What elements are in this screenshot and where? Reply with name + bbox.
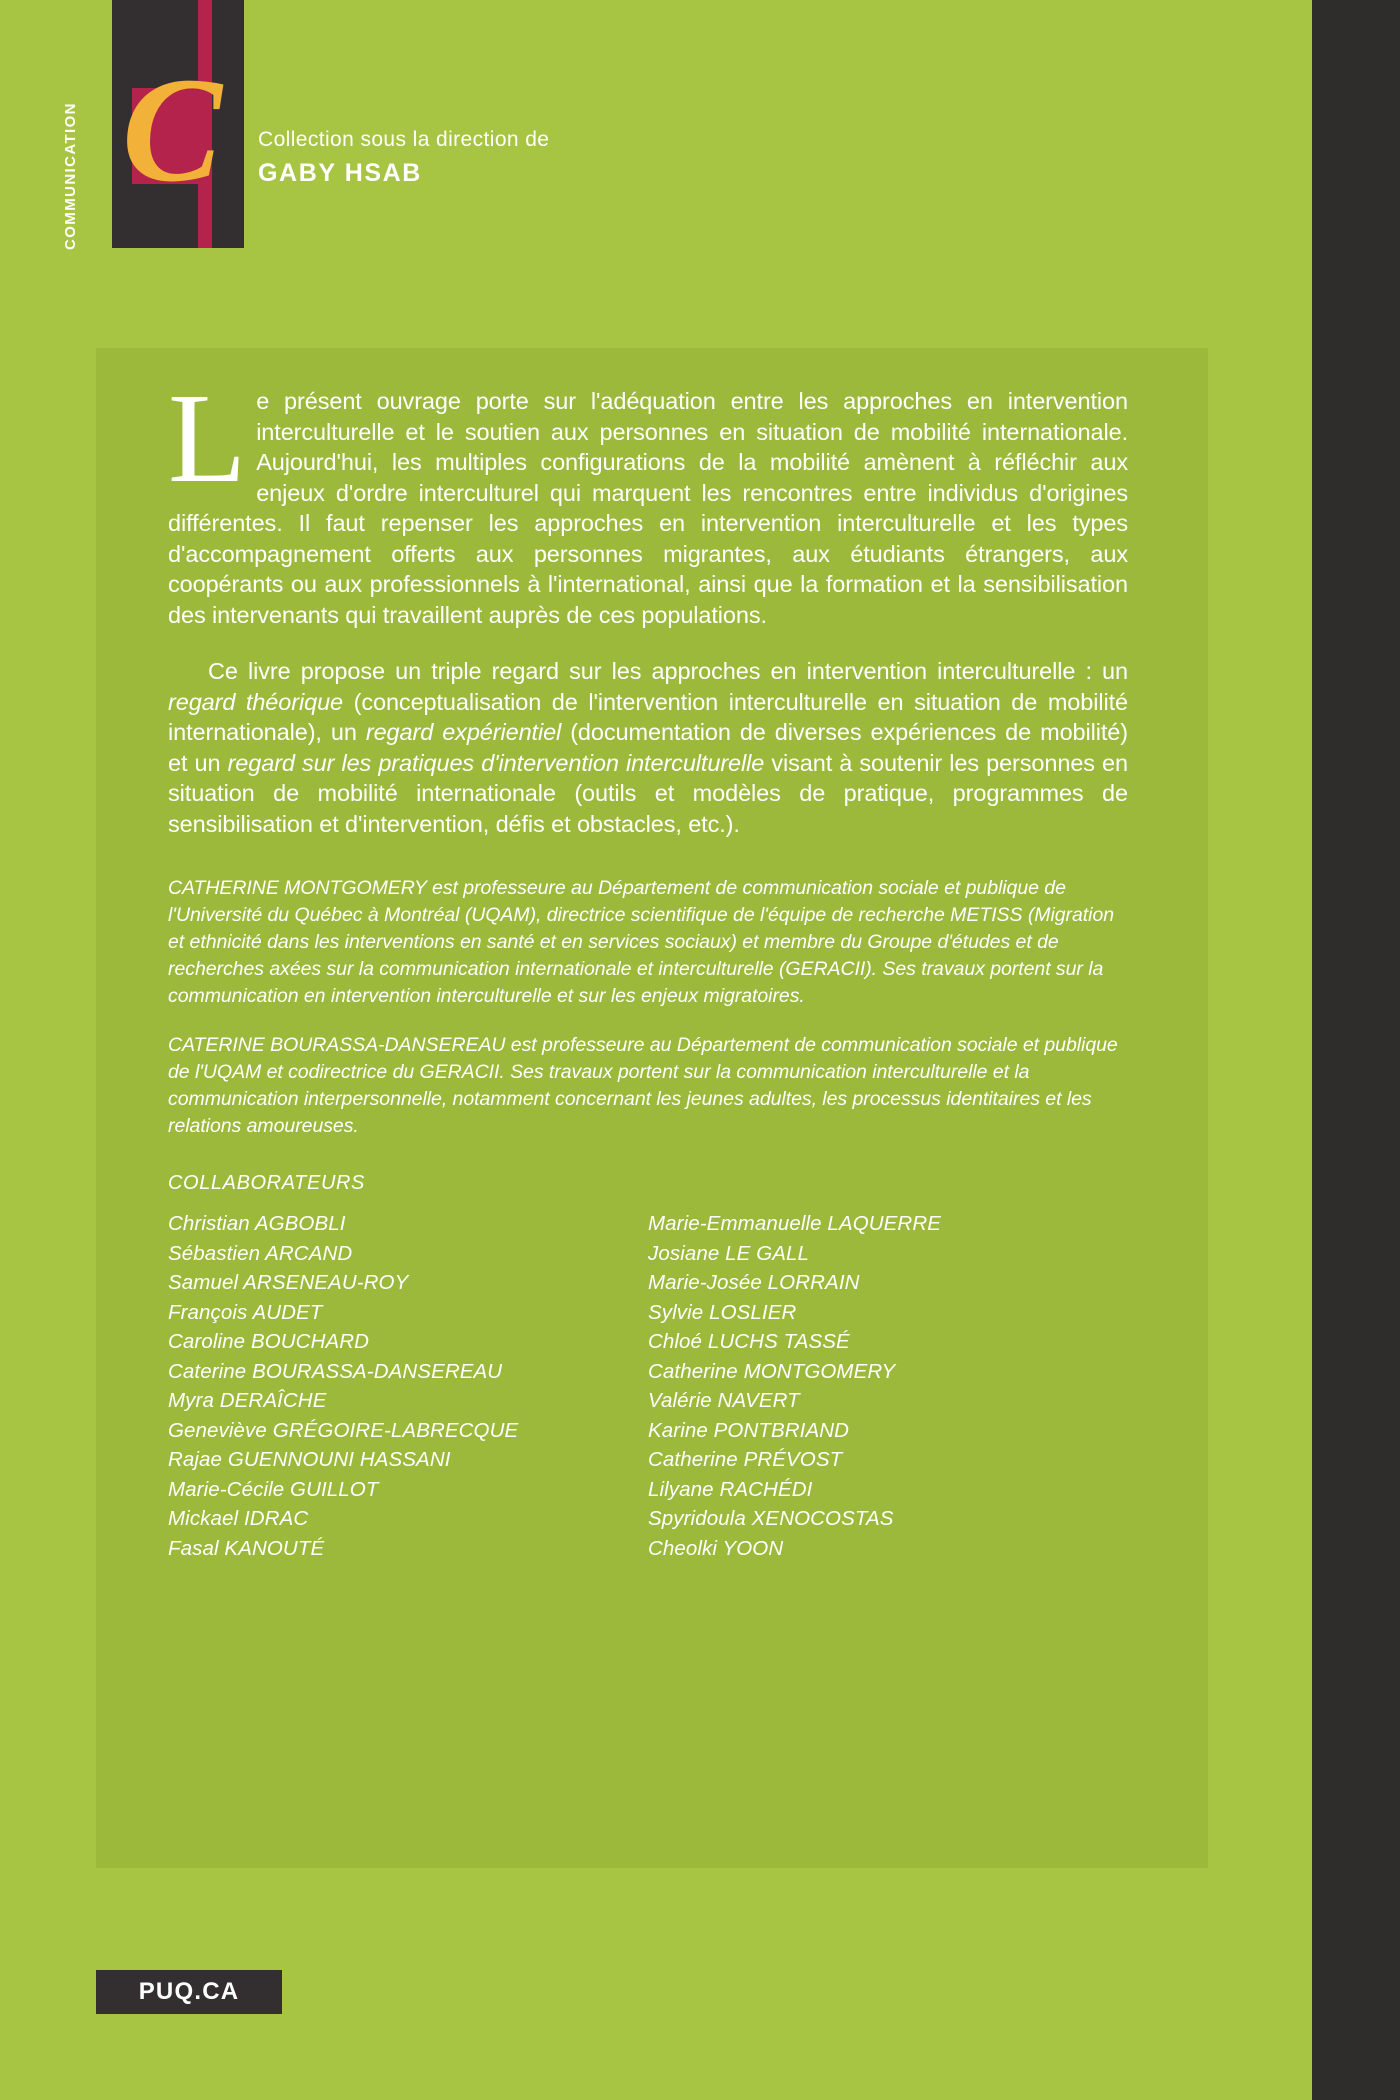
logo-c-glyph: C [121,70,223,200]
publisher-badge[interactable] [96,1970,282,2014]
publisher-url: PUQ.CA [138,1978,240,2005]
right-dark-band [1312,0,1400,2100]
collaborator-name: Caterine BOURASSA-DANSEREAU [168,1359,503,1383]
collaborators-column-left [168,1209,648,1563]
collaborator-name: Caroline BOUCHARD [168,1330,370,1353]
collection-direction-label: Collection sous la direction de [258,128,550,151]
collaborator-name: Marie-Josée LORRAIN [648,1271,860,1294]
author-bio-montgomery: CATHERINE MONTGOMERY est professeure au Département de communication sociale et publique de l'Université du Québec à Montréal (UQAM), directrice scientifique de l'équipe de recherche METISS (Migration et ethnicité dans les interventions en santé et en services sociaux) et membre du Groupe d'études et de recherches axées sur la communication internationale et interculturelle (GERACII). Ses travaux portent sur la communication en intervention interculturelle et sur les enjeux migratoires. [168,877,1115,1007]
collaborator-name: Fasal KANOUTÉ [168,1536,325,1560]
collection-credit [258,128,549,188]
collaborator-name: Sébastien ARCAND [168,1241,353,1265]
collaborator-name: Catherine PRÉVOST [648,1448,843,1471]
collaborator-name: François AUDET [168,1300,323,1324]
blurb-paragraph-1-text: e présent ouvrage porte sur l'adéquation entre les approches en intervention interculturelle et le soutien aux personnes en situation de mobilité internationale. Aujourd'hui, les multiples configurations de la mobilité amènent à réfléchir aux enjeux d'ordre interculturel qui marquent les rencontres entre individus d'origines différentes. Il faut repenser les approches en intervention interculturelle et les types d'accompagnement offerts aux personnes migrantes, aux étudiants étrangers, aux coopérants ou aux professionnels à l'international, ainsi que la formation et la sensibilisation des intervenants qui travaillent auprès de ces populations. [168,388,1128,628]
collection-director-name: GABY HSAB [258,159,422,187]
collaborator-name: Karine PONTBRIAND [648,1418,850,1442]
drop-cap: L [168,367,247,509]
collaborator-name: Geneviève GRÉGOIRE-LABRECQUE [168,1418,519,1442]
collaborator-name: Marie-Cécile GUILLOT [168,1477,379,1501]
blurb-panel-inner [168,367,1129,1563]
collaborator-name: Samuel ARSENEAU-ROY [168,1271,409,1294]
collaborator-name: Valérie NAVERT [648,1389,800,1412]
collaborator-name: Sylvie LOSLIER [648,1300,797,1324]
collaborator-name: Myra DERAÎCHE [168,1389,327,1412]
collaborators-column-right [648,1209,1128,1563]
blurb-body [168,367,1129,839]
collaborators-columns [168,1209,1128,1563]
collection-header [0,0,1312,248]
collection-c-logo-icon [118,70,226,200]
collaborator-name: Cheolki YOON [648,1536,784,1560]
collaborator-name: Catherine MONTGOMERY [648,1359,896,1383]
author-bio-bourassa-dansereau: CATERINE BOURASSA-DANSEREAU est professeure au Département de communication sociale et publique de l'UQAM et codirectrice du GERACII. Ses travaux portent sur la communication interculturelle et la communication interpersonnelle, notamment concernant les jeunes adultes, les processus identitaires et les relations amoureuses. [168,1034,1118,1137]
collaborator-name: Rajae GUENNOUNI HASSANI [168,1448,451,1471]
collaborators-list-left [168,1209,648,1563]
collaborator-name: Christian AGBOBLI [168,1212,346,1235]
blurb-panel [96,348,1208,1868]
collaborator-name: Mickael IDRAC [168,1507,309,1530]
collaborator-name: Lilyane RACHÉDI [648,1477,813,1501]
blurb-paragraph-1 [168,367,1128,630]
collection-vertical-label: COMMUNICATION [62,102,79,250]
blurb-paragraph-2: Ce livre propose un triple regard sur les approches en intervention interculturelle : un regard théorique (conceptualisation de l'intervention interculturelle en situation de mobilité internationale), un regard expérientiel (documentation de diverses expériences de mobilité) et un regard sur les pratiques d'intervention interculturelle visant à soutenir les personnes en situation de mobilité internationale (outils et modèles de pratique, programmes de sensibilisation et d'intervention, défis et obstacles, etc.). [168,658,1129,837]
collaborator-name: Chloé LUCHS TASSÉ [648,1330,850,1353]
collaborator-name: Spyridoula XENOCOSTAS [648,1507,894,1530]
collaborator-name: Marie-Emmanuelle LAQUERRE [648,1212,942,1235]
collaborators-title: COLLABORATEURS [168,1172,365,1194]
author-bios [168,875,1128,1140]
collaborators-list-right [648,1209,1128,1563]
collaborator-name: Josiane LE GALL [648,1241,810,1265]
